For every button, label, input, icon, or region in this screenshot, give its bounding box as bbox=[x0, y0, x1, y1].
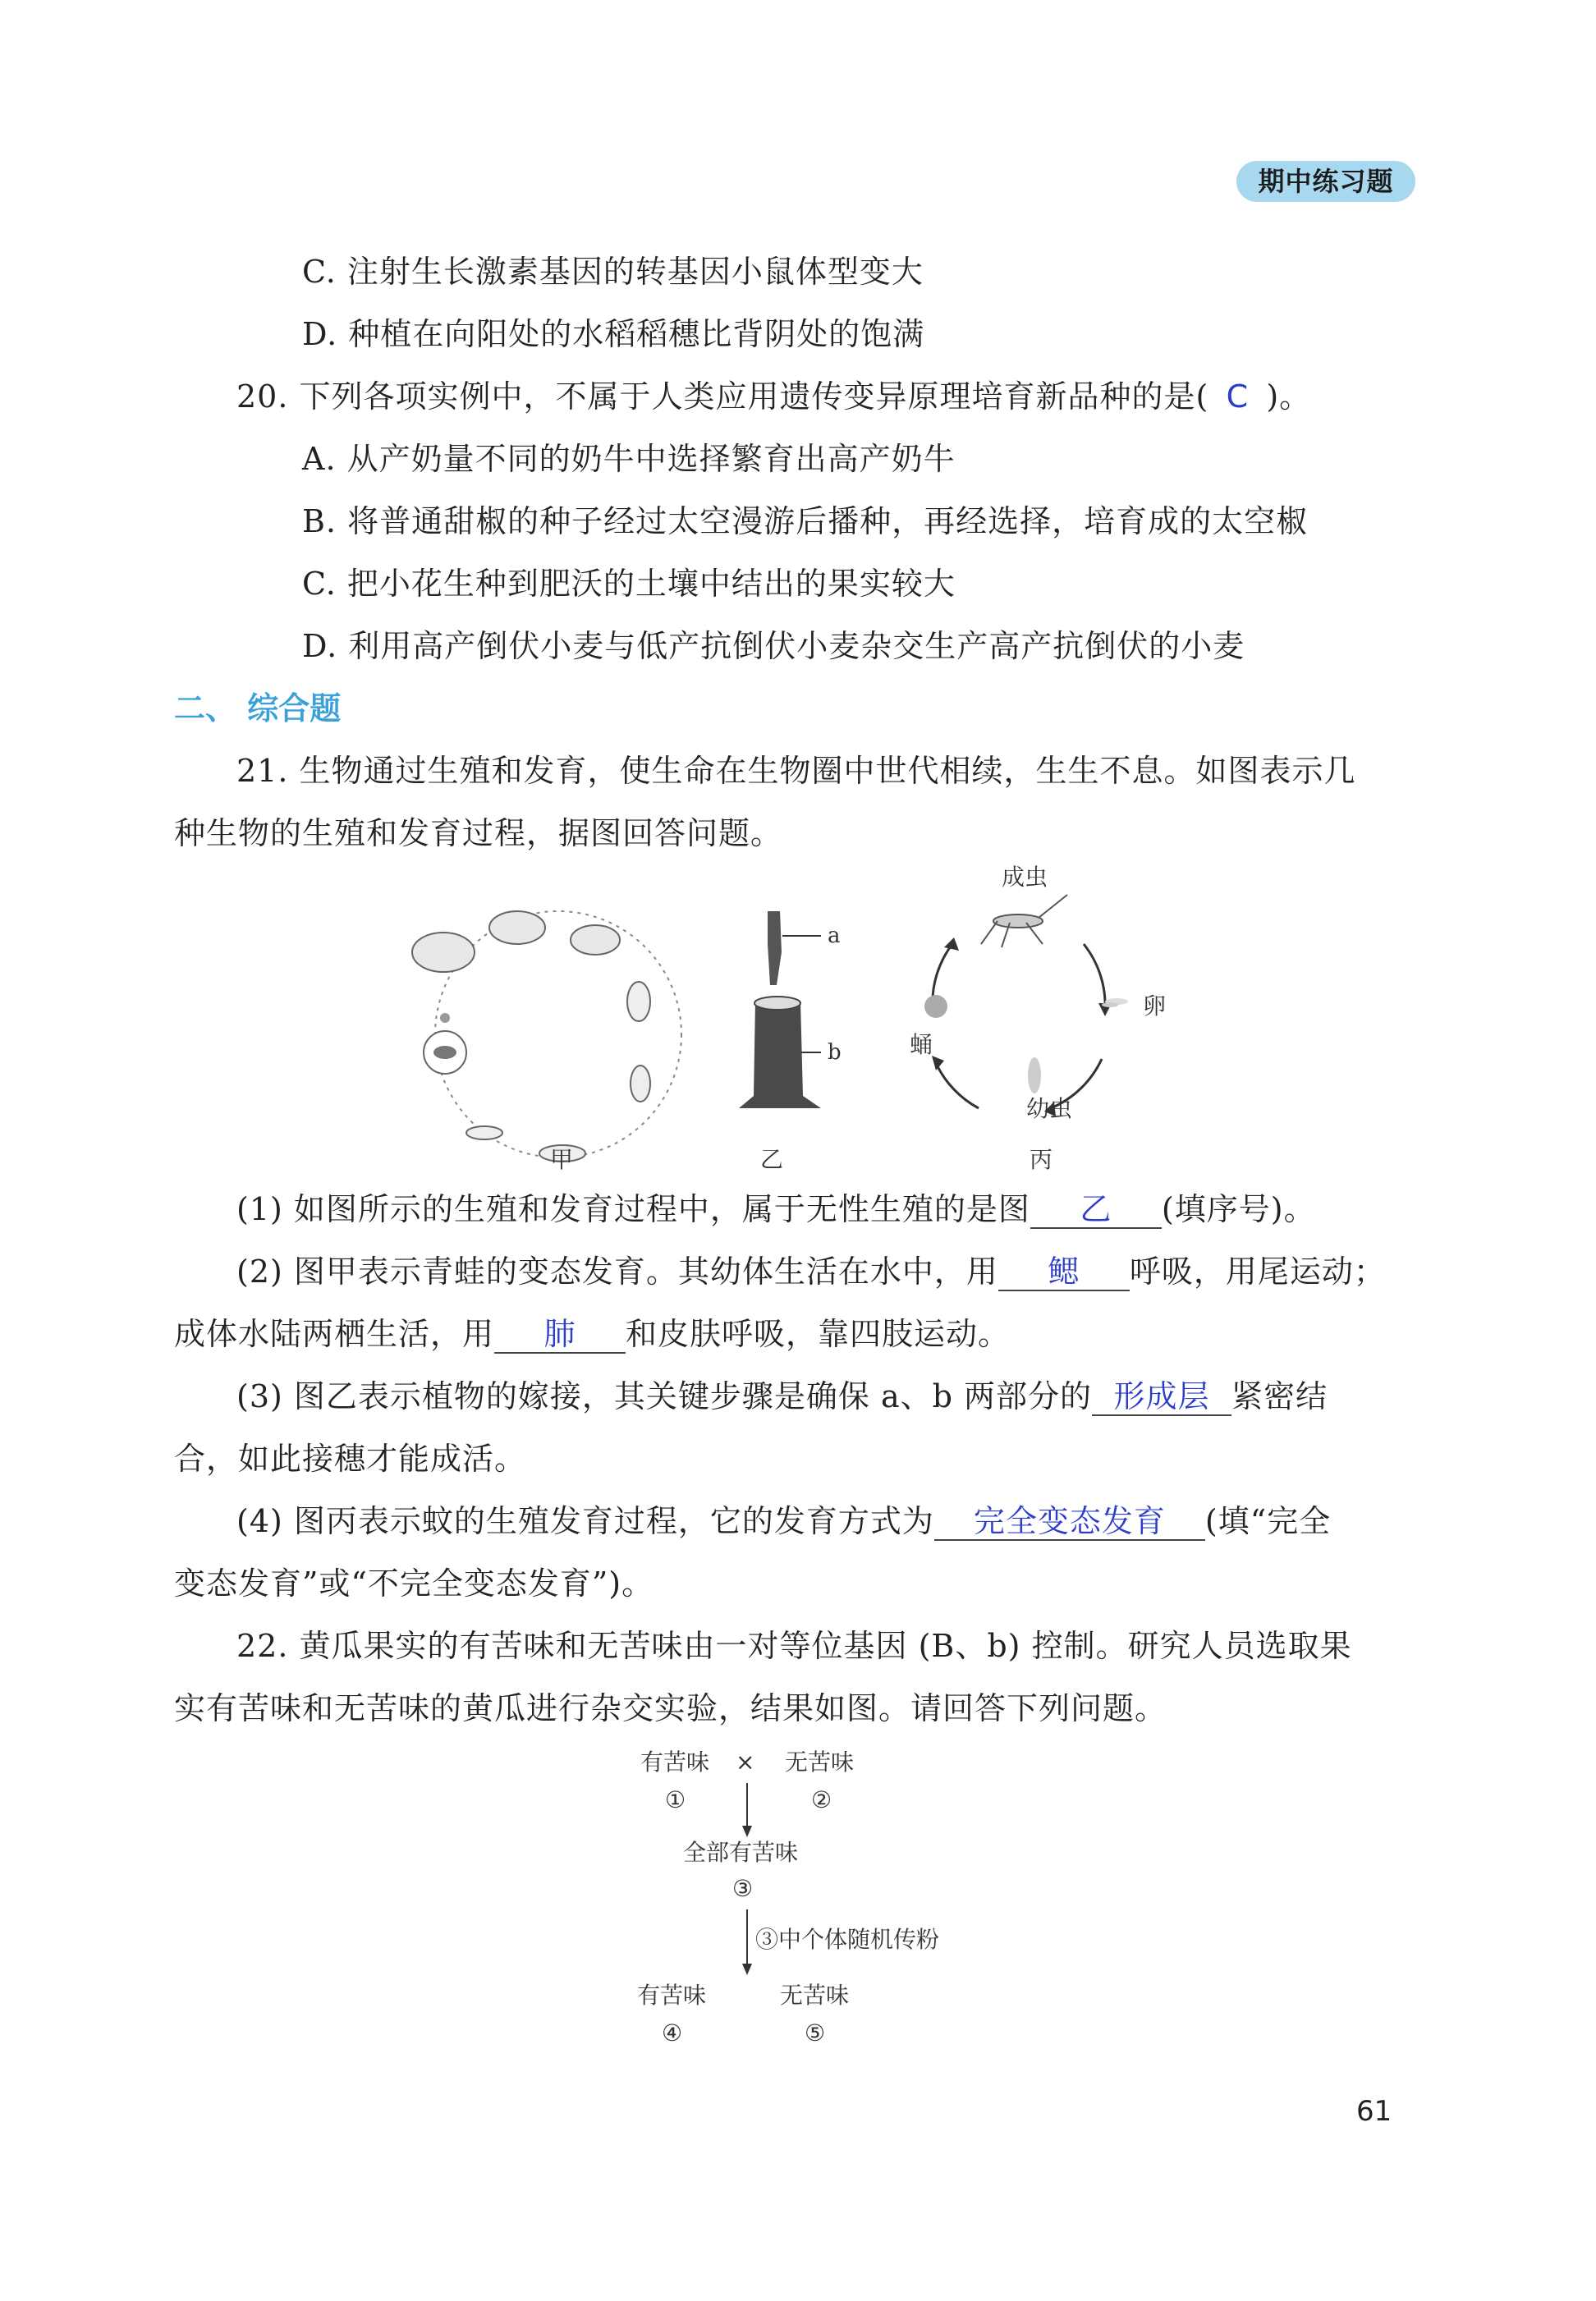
q20-option-d: D. 利用高产倒伏小麦与低产抗倒伏小麦杂交生产高产抗倒伏的小麦 bbox=[302, 628, 1245, 664]
frog-juvenile-icon bbox=[489, 911, 545, 944]
q21-part2-text: (2) 图甲表示青蛙的变态发育。其幼体生活在水中，用 bbox=[236, 1254, 998, 1290]
f1-label: 全部有苦味 bbox=[683, 1839, 799, 1866]
mosquito-larva-icon bbox=[1028, 1057, 1041, 1093]
q21-part2-cont bbox=[174, 1313, 1010, 1354]
figure-label-bing: 丙 bbox=[1030, 1146, 1053, 1173]
label-adult: 成虫 bbox=[1002, 864, 1048, 891]
q20-answer: C bbox=[1226, 378, 1250, 415]
q21-part2-text3: 成体水陆两栖生活，用 bbox=[174, 1316, 495, 1352]
f2b-label: 无苦味 bbox=[780, 1982, 850, 2009]
tadpole-icon bbox=[631, 1066, 650, 1102]
label-egg: 卵 bbox=[1143, 992, 1167, 1020]
label-larva: 幼虫 bbox=[1026, 1095, 1073, 1122]
q21-part4-answer: 完全变态发育 bbox=[934, 1503, 1205, 1541]
q20-stem-end: )。 bbox=[1266, 378, 1312, 415]
q20-option-a: A. 从产奶量不同的奶牛中选择繁育出高产奶牛 bbox=[302, 441, 956, 477]
q21-part1-answer: 乙 bbox=[1030, 1191, 1162, 1229]
q21-part1-end: (填序号)。 bbox=[1161, 1191, 1316, 1227]
q19-option-c: C. 注射生长激素基因的转基因小鼠体型变大 bbox=[302, 254, 924, 290]
frog-life-cycle bbox=[412, 911, 681, 1162]
q21-part2-text4: 和皮肤呼吸，靠四肢运动。 bbox=[626, 1316, 1011, 1352]
cross-symbol: × bbox=[736, 1749, 755, 1776]
q19-option-d: D. 种植在向阳处的水稻稻穗比背阴处的饱满 bbox=[302, 316, 925, 352]
num-4: ④ bbox=[662, 2019, 683, 2047]
q21-part3-cont: 合，如此接穗才能成活。 bbox=[174, 1441, 527, 1477]
grafting-diagram bbox=[739, 911, 842, 1108]
arrow-head-2 bbox=[742, 1964, 752, 1975]
step-label: ③中个体随机传粉 bbox=[755, 1926, 940, 1953]
num-1: ① bbox=[665, 1786, 686, 1813]
page-number: 61 bbox=[1356, 2095, 1392, 2128]
reproduction-figure bbox=[394, 862, 1199, 1174]
q21-part4-cont: 变态发育”或“不完全变态发育”)。 bbox=[174, 1565, 654, 1602]
figure-label-yi: 乙 bbox=[760, 1146, 784, 1173]
section-title: 二、 综合题 bbox=[174, 690, 342, 727]
arrow-head-1 bbox=[742, 1826, 752, 1837]
label-b: b bbox=[828, 1040, 842, 1065]
rootstock-icon bbox=[739, 1002, 821, 1108]
q21-part2-answer1: 鳃 bbox=[998, 1254, 1130, 1291]
q21-part2-text2: 呼吸，用尾运动； bbox=[1129, 1254, 1386, 1290]
q21-part3-answer: 形成层 bbox=[1092, 1378, 1231, 1416]
q21-part2 bbox=[236, 1251, 1386, 1292]
q21-part4-text2: (填“完全 bbox=[1204, 1503, 1332, 1539]
tadpole-legs-icon bbox=[627, 982, 650, 1021]
q20-stem-text: 20. 下列各项实例中，不属于人类应用遗传变异原理培育新品种的是( bbox=[236, 378, 1209, 415]
q21-part1-text: (1) 如图所示的生殖和发育过程中，属于无性生殖的是图 bbox=[236, 1191, 1030, 1227]
mosquito-pupa-icon bbox=[924, 995, 947, 1018]
cross-diagram bbox=[624, 1740, 952, 2052]
q21-part1 bbox=[236, 1189, 1316, 1230]
section-badge: 期中练习题 bbox=[1236, 161, 1415, 202]
froglet-icon bbox=[571, 925, 620, 955]
num-3: ③ bbox=[732, 1875, 754, 1902]
label-pupa: 蛹 bbox=[910, 1031, 933, 1058]
f2a-label: 有苦味 bbox=[637, 1982, 707, 2009]
q20-option-c: C. 把小花生种到肥沃的土壤中结出的果实较大 bbox=[302, 566, 956, 602]
q21-stem-line2: 种生物的生殖和发育过程，据图回答问题。 bbox=[174, 815, 783, 851]
embryo-icon bbox=[466, 1126, 502, 1139]
mosquito-adult-icon bbox=[981, 895, 1067, 947]
q21-part4 bbox=[236, 1501, 1331, 1542]
parent2-label: 无苦味 bbox=[785, 1749, 855, 1776]
q21-part2-answer2: 肺 bbox=[494, 1316, 626, 1354]
frog-adult-icon bbox=[412, 933, 475, 972]
figure-label-jia: 甲 bbox=[550, 1146, 574, 1173]
mosquito-life-cycle bbox=[910, 864, 1166, 1122]
q21-part4-text: (4) 图丙表示蚊的生殖发育过程，它的发育方式为 bbox=[236, 1503, 934, 1539]
q21-part3-text: (3) 图乙表示植物的嫁接，其关键步骤是确保 a、b 两部分的 bbox=[236, 1378, 1093, 1414]
q20-option-b: B. 将普通甜椒的种子经过太空漫游后播种，再经选择，培育成的太空椒 bbox=[302, 503, 1309, 539]
label-a: a bbox=[828, 924, 841, 948]
scion-icon bbox=[768, 911, 782, 985]
num-5: ⑤ bbox=[805, 2019, 826, 2047]
q22-stem-line2: 实有苦味和无苦味的黄瓜进行杂交实验，结果如图。请回答下列问题。 bbox=[174, 1690, 1167, 1726]
q21-part3 bbox=[236, 1376, 1328, 1417]
parent1-label: 有苦味 bbox=[640, 1749, 710, 1776]
q21-stem-line1: 21. 生物通过生殖和发育，使生命在生物圈中世代相续，生生不息。如图表示几 bbox=[236, 753, 1356, 789]
q22-stem-line1: 22. 黄瓜果实的有苦味和无苦味由一对等位基因 (B、b) 控制。研究人员选取果 bbox=[236, 1628, 1352, 1664]
q20-stem bbox=[236, 376, 1311, 417]
num-2: ② bbox=[811, 1786, 832, 1813]
q21-part3-text2: 紧密结 bbox=[1231, 1378, 1328, 1414]
